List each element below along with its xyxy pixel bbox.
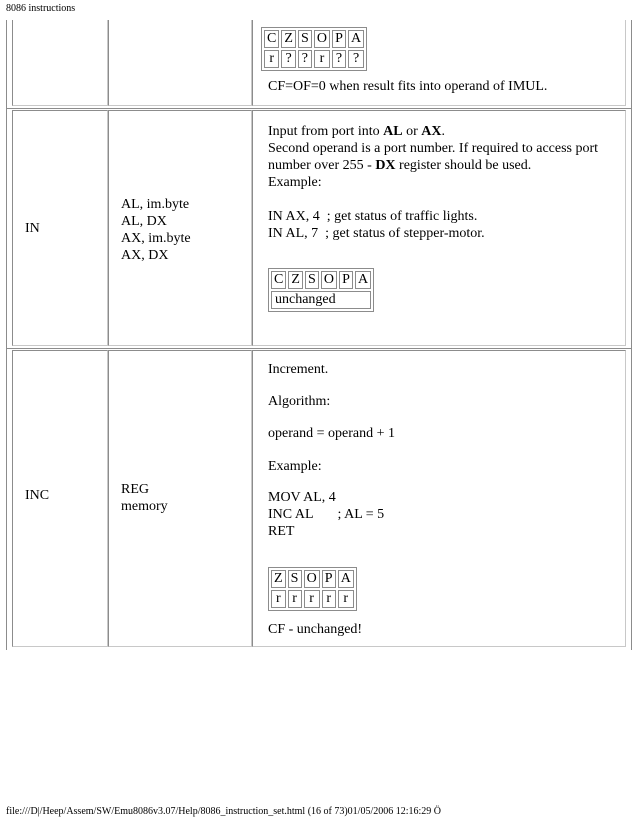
flag-s: S (298, 30, 312, 48)
description-cell (252, 20, 626, 106)
flag-o: O (314, 30, 330, 48)
flag-c: C (271, 271, 286, 289)
flags-value-row (264, 50, 364, 68)
operand-list (121, 196, 191, 264)
operands-cell (108, 20, 252, 106)
operands-cell (108, 350, 252, 647)
description-cell (252, 350, 626, 647)
operand-item: AL, DX (121, 214, 167, 229)
description-cell (252, 110, 626, 346)
mnemonic-cell (12, 20, 108, 106)
flag-p: P (322, 570, 336, 588)
table-row-inc (12, 350, 626, 647)
flag-value: ? (332, 50, 346, 68)
flag-value: ? (348, 50, 364, 68)
flag-p: P (332, 30, 346, 48)
operand-item: AX, DX (121, 248, 169, 263)
example-label: Example: (268, 175, 322, 190)
imul-note: CF=OF=0 when result fits into operand of IMUL. (268, 79, 548, 94)
flag-s: S (288, 570, 302, 588)
operand-item: AX, im.byte (121, 231, 191, 246)
flags-table (268, 567, 357, 611)
row-separator (6, 348, 632, 349)
code-line: INC AL ; AL = 5 (268, 507, 385, 522)
table-row-in (12, 110, 626, 346)
row-separator (6, 108, 632, 109)
flag-p: P (339, 271, 353, 289)
operand-list (121, 481, 168, 515)
flags-table (261, 27, 367, 71)
register-al: AL (383, 124, 403, 139)
code-line: MOV AL, 4 (268, 490, 336, 505)
flag-value: r (288, 590, 302, 608)
flag-a: A (348, 30, 364, 48)
flags-header-row (264, 30, 364, 48)
in-summary: Input from port into AL or AX. (268, 124, 445, 139)
operand-item: AL, im.byte (121, 197, 190, 212)
flags-unchanged: unchanged (271, 291, 371, 309)
algorithm-text: operand = operand + 1 (268, 426, 395, 441)
code-line: IN AL, 7 ; get status of stepper-motor. (268, 226, 485, 241)
flag-z: Z (288, 271, 303, 289)
table-row-imul-continued (12, 20, 626, 106)
flags-header-row (271, 271, 371, 289)
code-line: RET (268, 524, 295, 539)
flag-a: A (338, 570, 354, 588)
flag-s: S (305, 271, 319, 289)
flag-value: r (271, 590, 286, 608)
code-line: IN AX, 4 ; get status of traffic lights. (268, 209, 478, 224)
register-ax: AX (421, 124, 442, 139)
operands-cell (108, 110, 252, 346)
algorithm-label: Algorithm: (268, 394, 331, 409)
mnemonic: INC (25, 488, 50, 503)
inc-note: CF - unchanged! (268, 622, 363, 637)
mnemonic-cell (12, 110, 108, 346)
flag-value: r (304, 590, 320, 608)
flag-value: r (264, 50, 279, 68)
flags-value-row (271, 291, 371, 309)
code-block (268, 489, 619, 540)
flag-value: r (338, 590, 354, 608)
flag-value: ? (298, 50, 312, 68)
table-left-border (6, 20, 7, 650)
page-footer: file:///D|/Heep/Assem/SW/Emu8086v3.07/Help/8086_instruction_set.html (16 of 73)01/05/2006 12:16:29 Ö (6, 806, 442, 817)
in-operand-note: Second operand is a port number. If required to access port (268, 141, 599, 156)
flag-o: O (304, 570, 320, 588)
flags-value-row (271, 590, 354, 608)
operand-item: memory (121, 499, 168, 514)
operand-item: REG (121, 482, 149, 497)
in-dx-note: number over 255 - DX register should be used. (268, 158, 532, 173)
flag-o: O (321, 271, 337, 289)
flags-header-row (271, 570, 354, 588)
flag-z: Z (271, 570, 286, 588)
mnemonic-cell (12, 350, 108, 647)
table-right-border (631, 20, 632, 650)
page-header: 8086 instructions (6, 3, 76, 14)
in-description (268, 123, 619, 242)
flag-a: A (355, 271, 371, 289)
flag-value: r (314, 50, 330, 68)
flag-value: ? (281, 50, 296, 68)
flag-z: Z (281, 30, 296, 48)
mnemonic: IN (25, 221, 40, 236)
inc-title: Increment. (268, 362, 329, 377)
register-dx: DX (375, 158, 396, 173)
flags-table (268, 268, 374, 312)
example-label: Example: (268, 459, 322, 474)
flag-c: C (264, 30, 279, 48)
flag-value: r (322, 590, 336, 608)
